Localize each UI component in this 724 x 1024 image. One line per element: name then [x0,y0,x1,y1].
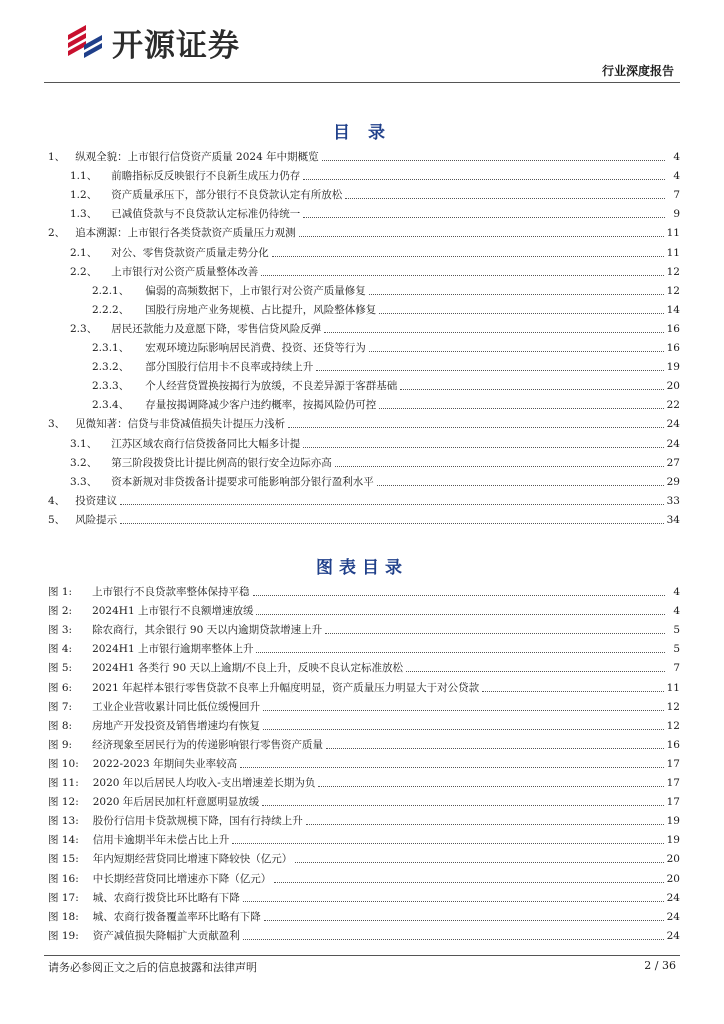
entry-number: 图 15: [48,853,79,866]
report-type-label: 行业深度报告 [601,64,674,78]
entry-number: 图 14: [48,834,79,847]
entry-title: 上市银行对公资产质量整体改善 [111,265,259,278]
dot-leader [377,485,664,486]
entry-number: 图 8: [48,719,73,732]
dot-leader [326,748,664,749]
figure-entry[interactable] [48,619,680,637]
entry-number: 2.3、 [70,322,98,335]
toc-entry[interactable] [92,375,680,393]
entry-page-number: 16 [666,342,680,354]
dot-leader [324,332,663,333]
dot-leader [318,786,663,787]
entry-title: 2024H1 上市银行不良额增速放缓 [92,605,254,618]
entry-page-number: 17 [666,757,680,770]
toc-entry[interactable] [70,452,680,470]
entry-title: 投资建议 [75,494,118,507]
entry-page-number: 24 [666,910,680,923]
dot-leader [272,256,664,257]
entry-number: 1.1、 [70,170,98,183]
dot-leader [253,595,665,596]
toc-entry[interactable] [92,394,680,412]
dot-leader [295,862,663,863]
toc-entry[interactable] [92,356,680,374]
figure-entry[interactable] [48,753,680,771]
figure-entry[interactable] [48,657,680,675]
dot-leader [256,652,665,653]
toc-entry[interactable] [92,299,680,317]
entry-page-number: 16 [666,738,680,751]
entry-number: 图 7: [48,700,73,713]
entry-page-number: 12 [666,265,680,278]
entry-number: 1.3、 [70,208,98,221]
dot-leader [263,729,664,730]
entry-page-number: 4 [673,605,680,618]
entry-page-number: 5 [673,624,680,637]
entry-page-number: 19 [666,815,680,828]
entry-page-number: 20 [666,380,680,393]
company-logo [64,20,240,64]
entry-page-number: 11 [666,227,680,240]
entry-title: 信用卡逾期半年未偿占比上升 [92,834,230,847]
entry-title: 股份行信用卡贷款规模下降，国有行持续上升 [92,815,303,828]
dot-leader [232,843,663,844]
figure-entry[interactable] [48,715,680,733]
entry-number: 图 16: [48,872,79,885]
toc-entry[interactable] [70,184,680,202]
entry-page-number: 24 [666,891,680,904]
entry-number: 2.3.1、 [92,342,130,354]
entry-title: 资本新规对非贷拨备计提要求可能影响部分银行盈利水平 [111,475,374,488]
entry-number: 图 12: [48,796,79,809]
figure-entry[interactable] [48,810,680,828]
toc-entry[interactable] [92,337,680,355]
entry-page-number: 4 [673,151,680,163]
entry-title: 江苏区域农商行信贷拨备同比大幅多计提 [111,437,301,450]
entry-title: 第三阶段拨贷比计提比例高的银行安全边际亦高 [111,456,332,469]
dot-leader [316,370,663,371]
toc-entry[interactable] [70,471,680,489]
dot-leader [306,824,664,825]
entry-title: 2024H1 上市银行逾期率整体上升 [92,643,254,656]
entry-number: 图 11: [48,777,79,789]
entry-title: 偏弱的高频数据下，上市银行对公资产质量修复 [145,284,366,297]
entry-title: 部分国股行信用卡不良率或持续上升 [145,361,314,374]
entry-title: 房地产开发投资及销售增速均有恢复 [92,719,261,732]
figure-entry[interactable] [48,638,680,656]
entry-number: 图 13: [48,815,79,828]
dot-leader [322,160,665,161]
entry-number: 2.3.4、 [92,399,130,412]
dot-leader [406,671,665,672]
entry-page-number: 34 [666,513,680,526]
header-divider [44,82,680,83]
entry-number: 3.3、 [70,475,98,488]
entry-page-number: 27 [666,456,680,469]
entry-title: 2022-2023 年期间失业率较高 [92,757,238,770]
entry-number: 4、 [48,494,66,507]
figure-entry[interactable] [48,887,680,905]
entry-page-number: 14 [666,303,680,316]
entry-page-number: 19 [666,834,680,847]
entry-number: 图 2: [48,605,73,618]
entry-title: 纵观全貌：上市银行信贷资产质量 2024 年中期概览 [75,151,319,163]
entry-title: 存量按揭调降减少客户违约概率，按揭风险仍可控 [145,399,377,412]
dot-leader [379,313,663,314]
entry-number: 图 9: [48,738,73,751]
entry-page-number: 19 [666,361,680,374]
entry-title: 已减值贷款与不良贷款认定标准仍待统一 [111,208,301,221]
dot-leader [335,466,664,467]
entry-title: 除农商行，其余银行 90 天以内逾期贷款增速上升 [92,624,323,637]
dot-leader [264,920,664,921]
toc-entry[interactable] [48,509,680,527]
entry-number: 2、 [48,227,66,240]
entry-title: 国股行房地产业务规模、占比提升，风险整体修复 [145,303,377,316]
dot-leader [303,179,665,180]
entry-page-number: 7 [673,662,680,675]
entry-page-number: 24 [666,418,680,431]
figure-entry[interactable] [48,829,680,847]
entry-title: 个人经营贷置换按揭行为放缓，不良差异源于客群基础 [145,380,398,393]
entry-title: 2024H1 各类行 90 天以上逾期/不良上升，反映不良认定标准放松 [92,662,404,675]
figure-entry[interactable] [48,581,680,599]
entry-page-number: 11 [666,681,680,694]
entry-number: 2.2.2、 [92,303,130,316]
toc-entry[interactable] [48,490,680,508]
entry-page-number: 17 [666,777,680,789]
entry-title: 风险提示 [75,513,118,526]
entry-page-number: 33 [666,494,680,507]
entry-title: 居民还款能力及意愿下降，零售信贷风险反弹 [111,322,322,335]
entry-title: 年内短期经营贷同比增速下降较快（亿元） [92,853,293,866]
entry-number: 图 10: [48,757,79,770]
dot-leader [120,523,663,524]
dot-leader [299,236,664,237]
toc-entry[interactable] [70,433,680,451]
entry-page-number: 20 [666,853,680,866]
entry-page-number: 7 [673,189,680,202]
dot-leader [274,882,663,883]
entry-title: 追本溯源：上市银行各类贷款资产质量压力观测 [75,227,296,240]
dot-leader [262,805,663,806]
figure-entry[interactable] [48,791,680,809]
entry-page-number: 17 [666,796,680,809]
dot-leader [256,614,665,615]
entry-page-number: 29 [666,475,680,488]
figure-entry[interactable] [48,906,680,924]
dot-leader [261,275,663,276]
entry-number: 图 17: [48,891,79,904]
logo-mark-icon [64,21,106,63]
footer-divider [44,955,680,956]
entry-title: 2021 年起样本银行零售贷款不良率上升幅度明显，资产质量压力明显大于对公贷款 [92,681,480,694]
toc-heading: 目 录 [333,123,391,143]
entry-title: 工业企业营收累计同比低位缓慢回升 [92,700,261,713]
entry-title: 上市银行不良贷款率整体保持平稳 [92,586,250,598]
dot-leader [243,901,664,902]
entry-number: 图 1: [48,586,73,598]
dot-leader [369,294,664,295]
footer-disclaimer: 请务必参阅正文之后的信息披露和法律声明 [48,961,257,974]
dot-leader [345,198,665,199]
entry-number: 图 5: [48,662,73,675]
figures-heading: 图表目录 [316,558,408,578]
entry-number: 图 3: [48,624,73,637]
entry-page-number: 12 [666,719,680,732]
entry-page-number: 20 [666,872,680,885]
entry-page-number: 22 [666,399,680,412]
entry-page-number: 4 [673,586,680,598]
figure-entry[interactable] [48,734,680,752]
entry-page-number: 12 [666,284,680,297]
dot-leader [303,447,663,448]
entry-page-number: 9 [673,208,680,221]
dot-leader [369,351,664,352]
entry-number: 3、 [48,418,66,431]
dot-leader [303,217,665,218]
entry-title: 见微知著：信贷与非贷减值损失计提压力浅析 [75,418,286,431]
toc-entry[interactable] [70,261,680,279]
entry-number: 图 19: [48,929,79,942]
dot-leader [120,504,663,505]
toc-entry[interactable] [70,203,680,221]
figure-entry[interactable] [48,868,680,886]
toc-entry[interactable] [92,280,680,298]
entry-page-number: 24 [666,437,680,450]
entry-title: 2020 年以后居民人均收入-支出增速差长期为负 [92,777,316,789]
toc-entry[interactable] [70,318,680,336]
entry-title: 城、农商行拨备覆盖率环比略有下降 [92,910,261,923]
toc-entry[interactable] [48,146,680,164]
entry-number: 图 18: [48,910,79,923]
entry-page-number: 24 [666,929,680,942]
entry-number: 1、 [48,151,66,163]
dot-leader [482,691,664,692]
entry-title: 前瞻指标反反映银行不良新生成压力仍存 [111,170,301,183]
dot-leader [325,633,665,634]
logo-text: 开源证券 [112,27,240,64]
entry-number: 2.3.3、 [92,380,130,393]
entry-number: 2.3.2、 [92,361,130,374]
footer-page-number: 2 / 36 [644,959,676,972]
entry-number: 图 4: [48,643,73,656]
figure-entry[interactable] [48,925,680,943]
toc-entry[interactable] [48,222,680,240]
dot-leader [400,389,663,390]
entry-number: 5、 [48,513,66,526]
entry-page-number: 16 [666,322,680,335]
figure-entry[interactable] [48,772,680,790]
entry-title: 对公、零售贷款资产质量走势分化 [111,246,269,259]
entry-title: 经济现象至居民行为的传递影响银行零售资产质量 [92,738,324,751]
entry-number: 3.2、 [70,456,98,469]
entry-page-number: 12 [666,700,680,713]
dot-leader [263,710,664,711]
entry-number: 图 6: [48,681,73,694]
entry-title: 2020 年后居民加杠杆意愿明显放缓 [92,796,260,809]
entry-page-number: 11 [666,246,680,259]
entry-number: 3.1、 [70,437,98,450]
figure-entry[interactable] [48,677,680,695]
entry-title: 资产质量承压下，部分银行不良贷款认定有所放松 [111,189,343,202]
entry-number: 2.1、 [70,246,98,259]
entry-title: 资产减值损失降幅扩大贡献盈利 [92,929,240,942]
entry-number: 2.2、 [70,265,98,278]
dot-leader [288,427,663,428]
toc-entry[interactable] [48,413,680,431]
figure-entry[interactable] [48,600,680,618]
figure-entry[interactable] [48,848,680,866]
toc-entry[interactable] [70,165,680,183]
entry-title: 宏观环境边际影响居民消费、投资、还贷等行为 [145,342,366,354]
entry-page-number: 5 [673,643,680,656]
dot-leader [243,939,664,940]
entry-title: 中长期经营贷同比增速亦下降（亿元） [92,872,272,885]
entry-title: 城、农商行拨贷比环比略有下降 [92,891,240,904]
dot-leader [240,767,664,768]
toc-entry[interactable] [70,242,680,260]
dot-leader [379,408,663,409]
entry-number: 1.2、 [70,189,98,202]
entry-number: 2.2.1、 [92,284,130,297]
entry-page-number: 4 [673,170,680,183]
figure-entry[interactable] [48,696,680,714]
